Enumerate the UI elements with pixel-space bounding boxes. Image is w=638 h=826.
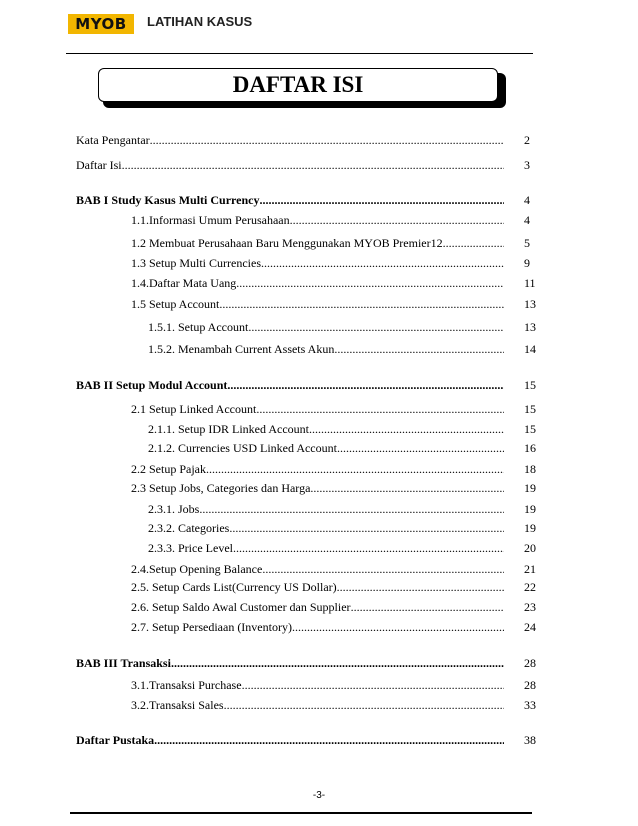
toc-leader-dots	[334, 342, 504, 357]
toc-entry[interactable]	[148, 441, 504, 456]
toc-entry-page: 9	[524, 256, 530, 270]
toc-leader-dots	[443, 236, 504, 251]
toc-entry-title: 2.3.2. Categories	[148, 521, 230, 535]
header-title: LATIHAN KASUS	[147, 14, 253, 29]
toc-entry[interactable]	[131, 481, 504, 496]
toc-entry-page: 28	[524, 656, 536, 670]
header-divider	[66, 53, 533, 54]
toc-leader-dots	[261, 256, 504, 271]
toc-entry-page: 19	[524, 521, 536, 535]
toc-entry-title: 2.1.1. Setup IDR Linked Account	[148, 422, 309, 436]
toc-entry-page: 33	[524, 698, 536, 712]
toc-entry[interactable]	[131, 276, 504, 291]
footer-divider	[70, 812, 532, 814]
toc-entry-page: 15	[524, 402, 536, 416]
toc-entry-page: 23	[524, 600, 536, 614]
toc-leader-dots	[262, 562, 504, 577]
toc-entry[interactable]	[131, 236, 504, 251]
toc-entry-page: 15	[524, 378, 536, 392]
toc-leader-dots	[122, 158, 504, 173]
toc-entry[interactable]	[148, 320, 504, 335]
toc-entry-page: 2	[524, 133, 530, 147]
toc-entry-title: BAB I Study Kasus Multi Currency	[76, 193, 260, 207]
page-header	[68, 12, 538, 36]
toc-leader-dots	[233, 541, 504, 556]
toc-entry-title: 1.5 Setup Account	[131, 297, 220, 311]
toc-entry[interactable]	[131, 256, 504, 271]
toc-entry[interactable]	[76, 158, 504, 173]
toc-entry-page: 21	[524, 562, 536, 576]
toc-leader-dots	[248, 320, 504, 335]
toc-entry-title: 2.5. Setup Cards List(Currency US Dollar)	[131, 580, 337, 594]
toc-entry[interactable]	[131, 698, 504, 713]
toc-entry-title: BAB III Transaksi	[76, 656, 171, 670]
toc-entry-title: 2.1 Setup Linked Account	[131, 402, 257, 416]
toc-entry-title: 3.1.Transaksi Purchase	[131, 678, 242, 692]
toc-entry-title: 2.7. Setup Persediaan (Inventory)	[131, 620, 292, 634]
toc-entry[interactable]	[131, 402, 504, 417]
toc-leader-dots	[351, 600, 504, 615]
toc-entry-page: 20	[524, 541, 536, 555]
toc-entry[interactable]	[148, 502, 504, 517]
page-title: DAFTAR ISI	[232, 72, 364, 97]
toc-entry-page: 5	[524, 236, 530, 250]
title-box	[98, 68, 498, 102]
toc-entry-title: 2.3 Setup Jobs, Categories dan Harga	[131, 481, 311, 495]
toc-entry[interactable]	[76, 193, 504, 208]
toc-entry-page: 15	[524, 422, 536, 436]
toc-entry-page: 28	[524, 678, 536, 692]
myob-logo: MYOB	[68, 14, 134, 34]
toc-leader-dots	[256, 402, 504, 417]
toc-entry-title: Daftar Isi	[76, 158, 122, 172]
toc-entry-page: 18	[524, 462, 536, 476]
toc-entry[interactable]	[131, 600, 504, 615]
toc-leader-dots	[227, 378, 504, 393]
toc-leader-dots	[337, 580, 504, 595]
toc-leader-dots	[206, 462, 504, 477]
toc-entry-title: 1.5.1. Setup Account	[148, 320, 249, 334]
toc-entry-page: 13	[524, 320, 536, 334]
toc-entry-page: 22	[524, 580, 536, 594]
toc-entry-title: Daftar Pustaka	[76, 733, 155, 747]
toc-entry-title: Kata Pengantar	[76, 133, 150, 147]
toc-entry-page: 4	[524, 213, 530, 227]
toc-entry[interactable]	[76, 378, 504, 393]
toc-entry-page: 19	[524, 481, 536, 495]
toc-entry[interactable]	[76, 133, 504, 148]
toc-entry[interactable]	[131, 678, 504, 693]
toc-leader-dots	[236, 276, 504, 291]
toc-leader-dots	[224, 698, 504, 713]
toc-entry[interactable]	[148, 342, 504, 357]
toc-leader-dots	[309, 422, 504, 437]
toc-leader-dots	[337, 441, 504, 456]
toc-entry-page: 13	[524, 297, 536, 311]
toc-entry-page: 24	[524, 620, 536, 634]
toc-entry[interactable]	[76, 733, 504, 748]
toc-entry-title: 1.1.Informasi Umum Perusahaan	[131, 213, 290, 227]
toc-entry-title: 1.5.2. Menambah Current Assets Akun	[148, 342, 335, 356]
toc-entry-title: 2.3.1. Jobs	[148, 502, 200, 516]
toc-entry-title: 2.6. Setup Saldo Awal Customer dan Supplier	[131, 600, 351, 614]
toc-entry[interactable]	[131, 297, 504, 312]
toc-entry-title: 2.1.2. Currencies USD Linked Account	[148, 441, 337, 455]
toc-entry-title: 2.4.Setup Opening Balance	[131, 562, 263, 576]
toc-leader-dots	[259, 193, 504, 208]
toc-leader-dots	[171, 656, 504, 671]
toc-entry[interactable]	[131, 562, 504, 577]
toc-leader-dots	[154, 733, 504, 748]
toc-entry-title: 1.4.Daftar Mata Uang	[131, 276, 237, 290]
toc-leader-dots	[219, 297, 504, 312]
toc-entry[interactable]	[131, 462, 504, 477]
toc-entry-page: 16	[524, 441, 536, 455]
toc-leader-dots	[290, 213, 504, 228]
toc-leader-dots	[310, 481, 504, 496]
toc-entry-page: 38	[524, 733, 536, 747]
toc-entry-title: 1.2 Membuat Perusahaan Baru Menggunakan MYOB Premier12	[131, 236, 443, 250]
toc-leader-dots	[229, 521, 504, 536]
toc-entry[interactable]	[131, 580, 504, 595]
toc-entry-title: 3.2.Transaksi Sales	[131, 698, 224, 712]
toc-entry[interactable]	[148, 521, 504, 536]
toc-leader-dots	[292, 620, 504, 635]
toc-entry[interactable]	[131, 620, 504, 635]
toc-entry-page: 19	[524, 502, 536, 516]
toc-entry-page: 11	[524, 276, 536, 290]
toc-leader-dots	[199, 502, 504, 517]
toc-entry-title: 2.3.3. Price Level	[148, 541, 233, 555]
toc-entry[interactable]	[131, 213, 504, 228]
toc-leader-dots	[150, 133, 504, 148]
toc-entry-page: 4	[524, 193, 530, 207]
toc-entry-page: 3	[524, 158, 530, 172]
toc-entry[interactable]	[148, 422, 504, 437]
toc-entry-title: BAB II Setup Modul Account	[76, 378, 228, 392]
toc-entry[interactable]	[76, 656, 504, 671]
toc-entry-title: 2.2 Setup Pajak	[131, 462, 206, 476]
toc-entry-page: 14	[524, 342, 536, 356]
toc-entry[interactable]	[148, 541, 504, 556]
toc-leader-dots	[242, 678, 504, 693]
page-number: -3-	[312, 790, 326, 801]
toc-entry-title: 1.3 Setup Multi Currencies	[131, 256, 261, 270]
